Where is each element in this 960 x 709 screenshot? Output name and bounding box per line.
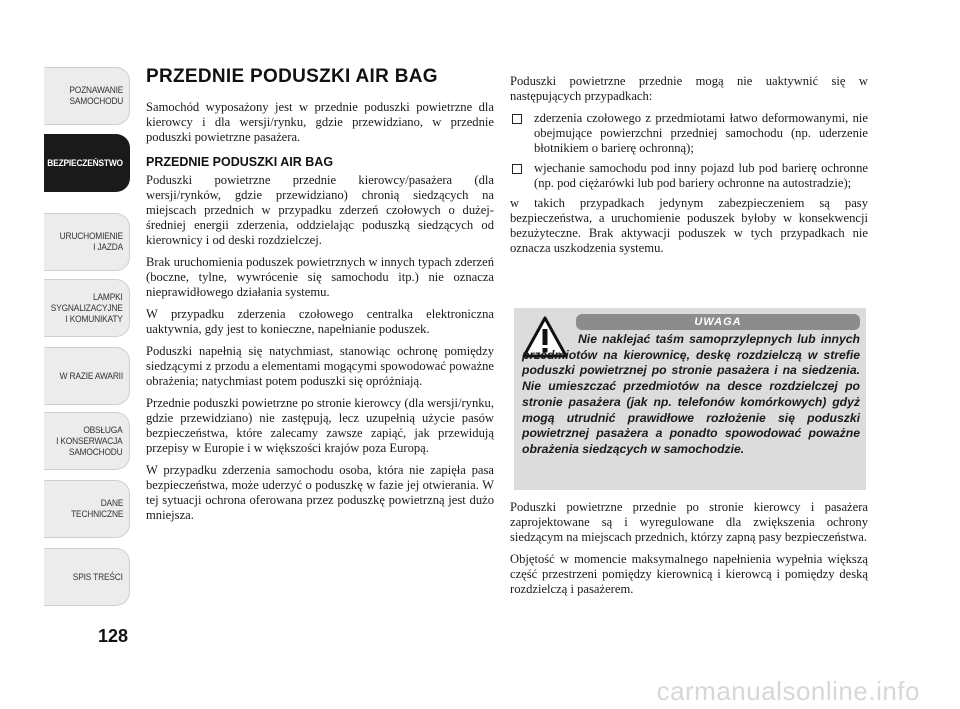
intro-paragraph: Samochód wyposażony jest w przednie poduszki powietrzne dla kierowcy i dla wersji/rynku, gdzie przewidziano, w przednie poduszki powietrzne pasażera. [146, 100, 494, 144]
body-paragraph: W przypadku zderzenia czołowego centralka elektroniczna uaktywnia, gdy jest to konieczne, napełnianie poduszek. [146, 307, 494, 336]
tab-uruchomienie-i-jazda[interactable] [44, 213, 130, 271]
body-paragraph: Poduszki powietrzne przednie mogą nie uaktywnić się w następujących przypadkach: [510, 74, 868, 103]
warning-label: UWAGA [694, 316, 742, 328]
page-title: PRZEDNIE PODUSZKI AIR BAG [146, 66, 438, 87]
tab-obsluga-i-konserwacja[interactable] [44, 412, 130, 470]
list-item [510, 111, 868, 156]
body-paragraph: w takich przypadkach jedynym zabezpieczeniem są pasy bezpieczeństwa, a uruchomienie poduszek byłoby w konsekwencji bezużyteczne. Brak aktywacji poduszek w tych przypadkach nie oznacza uszkodzenia systemu. [510, 196, 868, 255]
body-paragraph: W przypadku zderzenia samochodu osoba, która nie zapięła pasa bezpieczeństwa, może uderzyć o poduszkę w fazie jej otwierania. W tej sytuacji ochrona oferowana przez poduszkę powietrzną jest dużo mniejsza. [146, 463, 494, 522]
tab-label: OBSŁUGA I KONSERWACJA SAMOCHODU [56, 424, 123, 458]
tab-dane-techniczne[interactable] [44, 480, 130, 538]
right-column-closing [510, 500, 868, 604]
checkbox-bullet-icon [512, 164, 522, 174]
watermark: carmanualsonline.info [656, 676, 920, 706]
left-column [146, 66, 494, 530]
tab-label: BEZPIECZEŃSTWO [47, 157, 123, 169]
body-paragraph: Poduszki powietrzne przednie po stronie kierowcy i pasażera zaprojektowane są i wyregulowane dla zwiększenia ochrony siedzącym na miejscach przednich, którzy zapną pasy bezpieczeństwa. [510, 500, 868, 544]
tab-label: LAMPKI SYGNALIZACYJNE I KOMUNIKATY [51, 291, 123, 325]
page-number: 128 [98, 626, 129, 646]
right-column [510, 74, 868, 263]
tab-label: W RAZIE AWARII [59, 370, 123, 382]
tab-label: SPIS TREŚCI [73, 571, 123, 583]
tab-bezpieczenstwo[interactable] [44, 134, 130, 192]
bullet-list [510, 111, 868, 191]
body-paragraph: Objętość w momencie maksymalnego napełnienia wypełnia większą część przestrzeni pomiędzy kierownicą i kierowcą i pomiędzy deską rozdzielczą i pasażerem. [510, 552, 868, 596]
tab-label: DANE TECHNICZNE [70, 498, 123, 520]
body-paragraph: Poduszki powietrzne przednie kierowcy/pasażera (dla wersji/rynków, gdzie przewidziano) chronią siedzących na miejscach przednich w przypadku zderzeń czołowych o dużej-średniej energii zderzenia, oddzielając poduszką siedzących od kierownicy i od deski rozdzielczej. [146, 173, 494, 247]
list-item-text: zderzenia czołowego z przedmiotami łatwo deformowanymi, nie obejmujące powierzchni przedniej samochodu (np. uderzenie błotnikiem o barierę ochronną); [534, 111, 868, 155]
tab-poznawanie-samochodu[interactable] [44, 67, 130, 125]
body-paragraph: Poduszki napełnią się natychmiast, stanowiąc ochronę pomiędzy siedzącymi z przodu a elementami mogącymi spowodować poważne obrażenia; natychmiast potem poduszki się opróżniają. [146, 344, 494, 388]
checkbox-bullet-icon [512, 114, 522, 124]
body-paragraph: Przednie poduszki powietrzne po stronie kierowcy (dla wersji/rynku, gdzie przewidziano) nie zastępują, lecz uzupełnią użycie pasów bezpieczeństwa, które zalecamy zawsze zapiąć, jak przewidują przepisy w Europie i w większości krajów poza Europą. [146, 396, 494, 455]
warning-header [576, 314, 860, 330]
body-paragraph: Brak uruchomienia poduszek powietrznych w innych typach zderzeń (boczne, tylne, wywrócenie się samochodu itp.) nie oznacza nieprawidłowego działania systemu. [146, 255, 494, 299]
list-item [510, 161, 868, 191]
tab-lampki-sygnalizacyjne[interactable] [44, 279, 130, 337]
tab-w-razie-awarii[interactable] [44, 347, 130, 405]
warning-text: Nie naklejać taśm samoprzylepnych lub innych przedmiotów na kierownicę, deskę rozdzielczą w strefie poduszki powietrznej po stronie pasażera i na siedzenia. Nie umieszczać przedmiotów na desce rozdzielczej po stronie pasażera (jak np. telefonów komórkowych) gdyż mogą utrudnić prawidłowe rozłożenie się poduszki powietrznej pasażera a ponadto spowodować poważne obrażenia siedzących w samochodzie. [522, 332, 860, 456]
tab-spis-tresci[interactable] [44, 548, 130, 606]
tab-label: URUCHOMIENIE I JAZDA [59, 231, 123, 253]
list-item-text: wjechanie samochodu pod inny pojazd lub pod barierę ochronne (np. pod ciężarówki lub pod bariery ochronne na autostradzie); [534, 161, 868, 190]
section-subheading: PRZEDNIE PODUSZKI AIR BAG [146, 155, 334, 169]
warning-box [514, 308, 866, 490]
tab-label: POZNAWANIE SAMOCHODU [69, 85, 123, 107]
